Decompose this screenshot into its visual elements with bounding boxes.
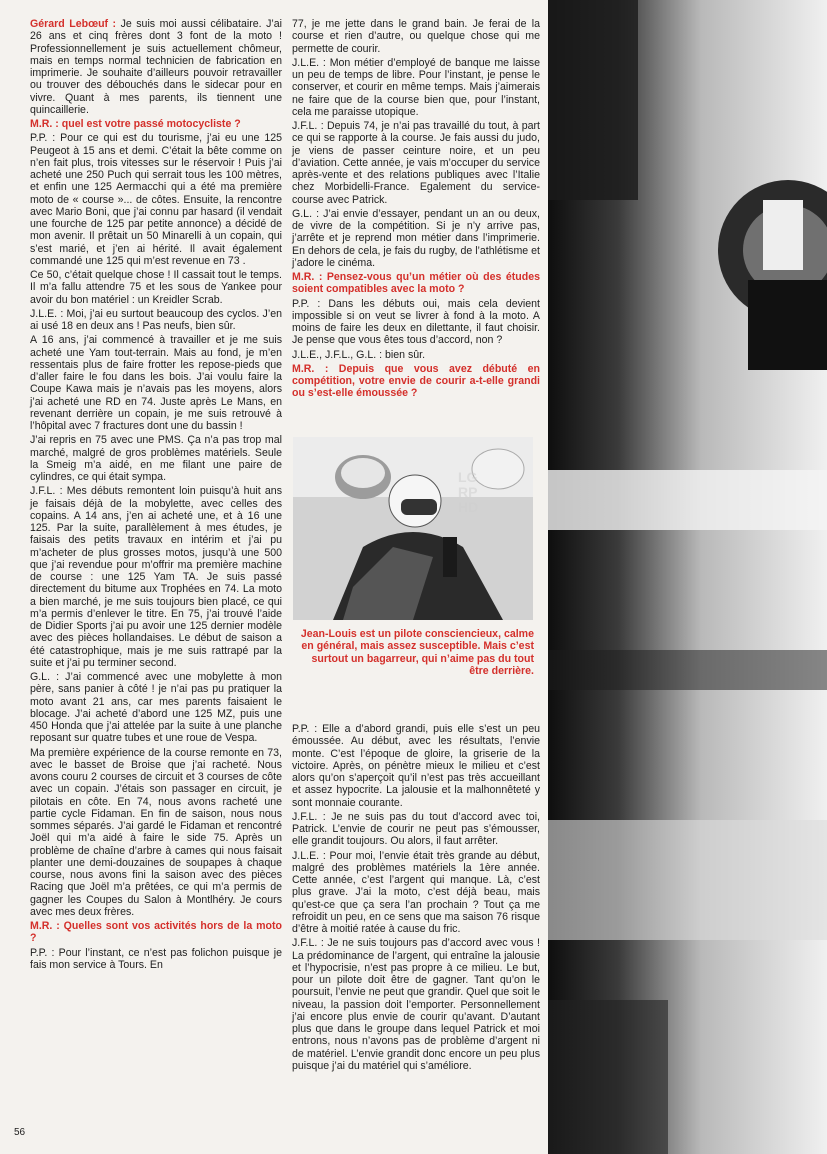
page-number: 56 xyxy=(14,1127,26,1138)
answer-paragraph: J.F.L. : Mes débuts remontent loin puisqu’à huit ans je faisais déjà de la mobylette, avec celles des copains. A 14 ans, j’en ai acheté une, et à 16 une 125. Par la suite, parallèlement à mes études, je faisais des petits travaux en intérim et j’ai pu m’acheter de plus grosses motos, jusqu’à une 500 que j’ai revendue pour m’offrir ma première machine de course : une 125 Yam TA. Je suis passé directement du bitume aux Trophées en 74. La moto a bien marché, je me suis toujours bien placé, ce qui m’a permis d’enlever le titre. En 75, j’ai trouvé l’aide de Didier Sports j’ai pu avoir une 125 dernier modèle avec des pièces hollandaises. Le début de saison a été catastrophique, mais je me suis rattrapé par la suite et j’ai pu terminer second. xyxy=(30,485,282,669)
text-column-middle-bottom xyxy=(292,723,540,1074)
answer-paragraph: J.L.E. : Moi, j’ai eu surtout beaucoup des cyclos. J’en ai usé 18 en deux ans ! Pas neufs, bien sûr. xyxy=(30,307,282,332)
answer-paragraph: P.P. : Dans les débuts oui, mais cela devient impossible si on veut se livrer à fond à la moto. A moins de faire les deux en dilettante, il faut choisir. Je pense que vous êtes tous d’accord, non ? xyxy=(292,297,540,347)
answer-paragraph: J’ai repris en 75 avec une PMS. Ça n’a pas trop mal marché, malgré de gros problèmes matériels. Seule la Smeig m’a aidé, en me filant une paire de cylindres, ce qui était sympa. xyxy=(30,434,282,483)
rider-photo xyxy=(293,437,533,620)
answer-paragraph: A 16 ans, j’ai commencé à travailler et je me suis acheté une Yam tout-terrain. Mais au fond, je m’en ressentais plus de faire frotter les repose-pieds que d’aller faire le fou dans les bois. J’ai voulu faire la Coupe Kawa mais je n’avais pas les moyens, alors j’ai acheté une RD en 74. Juste après Le Mans, en revenant derrière un copain, je me suis retrouvé à l’hôpital avec 7 fractures dont une du bassin ! xyxy=(30,334,282,432)
question-heading: M.R. : Depuis que vous avez débuté en compétition, votre envie de courir a-t-elle grandi ou s’est-elle émoussée ? xyxy=(292,362,540,400)
answer-paragraph: J.F.L. : Je ne suis toujours pas d’accord avec vous ! La prédominance de l’argent, qui entraîne la jalousie et l’hypocrisie, n’est pas propre à ce milieu. Le but, pour un pilote doit être de gagner. Tant qu’on le poursuit, l’envie ne peut que grandir. Quel que soit le niveau, la passion doit l’emporter. Personnellement j’ai encore plus envie de courir qu’avant. D’autant plus que dans le groupe dans lequel Patrick et moi entrons, nous n’avons pas de problème d’argent ni de matériel. L’envie grandit donc encore un peu plus puisque j’ai du matériel qui s’améliore. xyxy=(292,937,540,1072)
intro-paragraph xyxy=(30,18,282,116)
speaker-name: Gérard Lebœuf : xyxy=(30,18,117,30)
answer-paragraph: P.P. : Pour l’instant, ce n’est pas folichon puisque je fais mon service à Tours. En xyxy=(30,946,282,971)
svg-text:RP: RP xyxy=(458,484,478,500)
answer-paragraph: G.L. : J’ai envie d’essayer, pendant un an ou deux, de vivre de la compétition. Si je n’y arrive pas, j’arrête et je reprend mon métier dans l’imprimerie. En dehors de cela, je fais du rugby, de l’athlétisme et j’adore le cinéma. xyxy=(292,207,540,269)
answer-paragraph: Ce 50, c’était quelque chose ! Il cassait tout le temps. Il m’a fallu attendre 75 et les sous de Yankee pour avoir du bon matériel : un Kreidler Scrab. xyxy=(30,269,282,306)
answer-paragraph: 77, je me jette dans le grand bain. Je ferai de la course et rien d’autre, ou quelque chose qui me permette de courir. xyxy=(292,18,540,55)
rider-photo-illustration xyxy=(293,437,533,620)
answer-paragraph: Ma première expérience de la course remonte en 73, avec le basset de Broise que j’ai racheté. Nous avons couru 2 courses de circuit et 3 courses de côte avec un copain. J’étais son passager en circuit, je pilotais en côte. En 74, nous avons racheté une partie cycle Fidaman. En fin de saison, nous nous sommes séparés. J’ai gardé le Fidaman et rencontré Joël qui m’a aidé à faire le side 75. Après un problème de chaîne d’arbre à cames qui nous faisait planter une demi-douzaines de soupapes à chaque course, nous avons fini la saison avec des pièces Racing que Joël m’a prêtées, ce qui m’a permis de gagner les Coupes du Salon à Montlhéry. Je cours avec mes deux frères. xyxy=(30,746,282,918)
race-photo xyxy=(548,0,827,1154)
answer-paragraph: P.P. : Pour ce qui est du tourisme, j’ai eu une 125 Peugeot à 15 ans et demi. C’était la bête comme on n’en fait plus, trois vitesses sur le réservoir ! Puis j’ai acheté une 250 Puch qui serrait tous les 100 mètres, et enfin une 125 Aermacchi qui a été ma première moto de « course »... de côtes. Ensuite, la rencontre avec Mario Boni, que j’ai connu par hasard (il vendait une fourche de 125 par petite annonce) a décidé de mon avenir. Il prêtait un 50 Minarelli à un copain, qui s’est marié, et j’en ai hérité. Il avait également commandé une 125 qui m’est revenue en 73 . xyxy=(30,132,282,267)
photo-caption: Jean-Louis est un pilote consciencieux, calme en général, mais assez susceptible. Mais c’est surtout un bagarreur, qui n’aime pas du tout être derrière. xyxy=(300,628,534,678)
question-heading: M.R. : quel est votre passé motocycliste ? xyxy=(30,118,241,130)
svg-text:HD: HD xyxy=(458,499,479,515)
text-column-left xyxy=(30,18,282,973)
answer-paragraph: J.F.L. : Je ne suis pas du tout d’accord avec toi, Patrick. L’envie de courir ne peut pas s’émousser, elle grandit toujours. Ou alors, il faut arrêter. xyxy=(292,810,540,848)
race-photo-illustration xyxy=(548,0,827,1154)
answer-paragraph: J.F.L. : Depuis 74, je n’ai pas travaillé du tout, à part ce qui se rapporte à la course. Je fais aussi du judo, je viens de passer ceinture noire, et un peu d’aviation. Cette année, je vais m’occuper du service après-vente et des relations publiques avec l’Italie chez Morbidelli-France. Egalement du service-course avec Patrick. xyxy=(292,120,540,206)
question-heading: M.R. : Pensez-vous qu’un métier où des études soient compatibles avec la moto ? xyxy=(292,271,540,296)
answer-paragraph: J.L.E. : Pour moi, l’envie était très grande au début, malgré des problèmes matériels la 1ère année. Cette année, c’est l’argent qui manque. Là, c’est plus grave. J’ai la moto, c’est déjà beau, mais qu’est-ce que ça sera l’an prochain ? Tout ça me refroidit un peu, en ce sens que ma saison 76 risque d’être à moitié ratée à cause du fric. xyxy=(292,849,540,935)
answer-paragraph: J.L.E. : Mon métier d’employé de banque me laisse un peu de temps de libre. Pour l’instant, je pense le conserver, et courir en même temps. Mais j’aimerais ne faire que de la course bien que, pour l’instant, cela me paraisse utopique. xyxy=(292,56,540,118)
answer-paragraph: P.P. : Elle a d’abord grandi, puis elle s’est un peu émoussée. Au début, avec les résultats, l’envie monte. C’est l’époque de gloire, la griserie de la victoire. Après, on pénètre mieux le milieu et c’est alors qu’on s’aperçoit qu’il n’est pas très accueillant et assez hypocrite. La jalousie et la malhonnêteté y sont monnaie courante. xyxy=(292,723,540,809)
answer-paragraph: G.L. : J’ai commencé avec une mobylette à mon père, sans panier à côté ! je n’ai pas pu pratiquer la moto avant 21 ans, car mes parents faisaient le blocage. J’ai acheté d’abord une 125 MZ, puis une 450 Honda que j’ai attelée par la suite à une planche reposant sur quatre tubes et une roue de Vespa. xyxy=(30,671,282,745)
question-heading: M.R. : Quelles sont vos activités hors de la moto ? xyxy=(30,920,282,945)
answer-paragraph: J.L.E., J.F.L., G.L. : bien sûr. xyxy=(292,348,426,361)
text-column-middle-top xyxy=(292,18,540,402)
intro-text: Je suis moi aussi célibataire. J’ai 26 ans et cinq frères dont 3 font de la moto ! Professionnellement je suis actuellement chômeur, mais en temps normal technicien de fabrication en imprimerie. Je souhaite d’ailleurs pouvoir retravailler ou trouver des débouchés dans le sidecar pour en vivre. Quant à mes parents, ils tiennent une quincaillerie. xyxy=(30,18,282,116)
photo-watermark: LG xyxy=(458,469,478,485)
